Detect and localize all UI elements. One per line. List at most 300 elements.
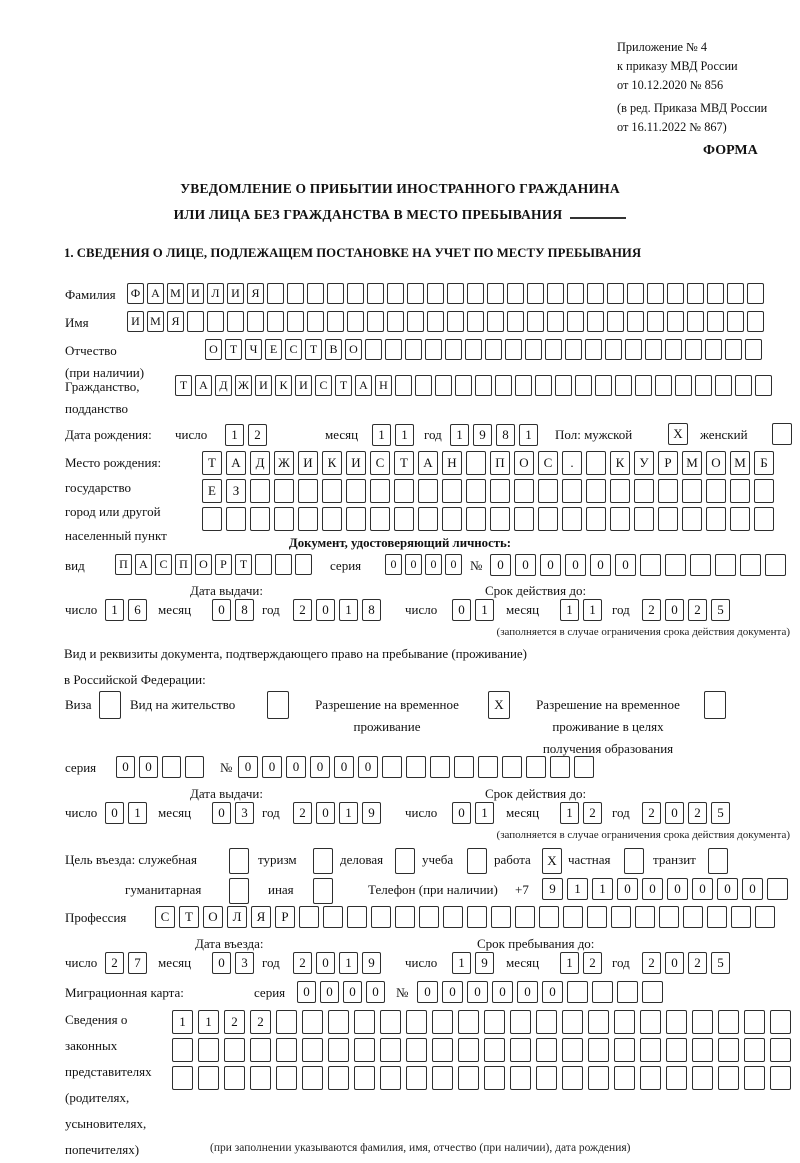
char-cell[interactable]: Н bbox=[375, 375, 392, 396]
char-cell[interactable]: Р bbox=[658, 451, 678, 475]
char-cell[interactable] bbox=[586, 451, 606, 475]
char-cell[interactable] bbox=[298, 479, 318, 503]
char-cell[interactable] bbox=[745, 339, 762, 360]
char-cell[interactable] bbox=[567, 311, 584, 332]
char-cell[interactable] bbox=[475, 375, 492, 396]
char-cell[interactable] bbox=[645, 339, 662, 360]
char-cell[interactable]: 3 bbox=[235, 802, 254, 824]
char-cell[interactable] bbox=[627, 311, 644, 332]
char-cell[interactable] bbox=[295, 554, 312, 575]
char-cell[interactable]: 1 bbox=[128, 802, 147, 824]
char-cell[interactable] bbox=[682, 507, 702, 531]
char-cell[interactable] bbox=[490, 479, 510, 503]
char-cell[interactable] bbox=[567, 283, 584, 304]
char-cell[interactable]: 1 bbox=[519, 424, 538, 446]
char-cell[interactable] bbox=[207, 311, 224, 332]
char-cell[interactable] bbox=[625, 339, 642, 360]
char-cell[interactable] bbox=[495, 375, 512, 396]
char-cell[interactable]: 0 bbox=[417, 981, 438, 1003]
char-cell[interactable] bbox=[514, 507, 534, 531]
residence-permit-checkbox[interactable] bbox=[267, 691, 289, 719]
char-cell[interactable] bbox=[659, 906, 679, 928]
char-cell[interactable]: Т bbox=[394, 451, 414, 475]
char-cell[interactable] bbox=[635, 375, 652, 396]
char-cell[interactable] bbox=[587, 311, 604, 332]
char-cell[interactable] bbox=[545, 339, 562, 360]
char-cell[interactable]: 0 bbox=[615, 554, 636, 576]
char-cell[interactable] bbox=[327, 283, 344, 304]
char-cell[interactable] bbox=[507, 311, 524, 332]
char-cell[interactable] bbox=[692, 1010, 713, 1034]
char-cell[interactable] bbox=[536, 1038, 557, 1062]
char-cell[interactable] bbox=[407, 311, 424, 332]
char-cell[interactable] bbox=[454, 756, 474, 778]
char-cell[interactable] bbox=[731, 906, 751, 928]
char-cell[interactable] bbox=[302, 1066, 323, 1090]
char-cell[interactable]: Ж bbox=[274, 451, 294, 475]
char-cell[interactable]: С bbox=[370, 451, 390, 475]
char-cell[interactable] bbox=[755, 906, 775, 928]
char-cell[interactable]: 0 bbox=[316, 599, 335, 621]
char-cell[interactable] bbox=[666, 1010, 687, 1034]
char-cell[interactable] bbox=[754, 507, 774, 531]
char-cell[interactable] bbox=[447, 283, 464, 304]
char-cell[interactable]: 0 bbox=[565, 554, 586, 576]
char-cell[interactable] bbox=[187, 311, 204, 332]
char-cell[interactable] bbox=[370, 507, 390, 531]
char-cell[interactable] bbox=[415, 375, 432, 396]
char-cell[interactable]: 5 bbox=[711, 599, 730, 621]
char-cell[interactable]: Я bbox=[247, 283, 264, 304]
char-cell[interactable]: 2 bbox=[250, 1010, 271, 1034]
char-cell[interactable] bbox=[715, 375, 732, 396]
char-cell[interactable] bbox=[744, 1038, 765, 1062]
char-cell[interactable]: У bbox=[634, 451, 654, 475]
char-cell[interactable] bbox=[458, 1066, 479, 1090]
char-cell[interactable] bbox=[586, 507, 606, 531]
char-cell[interactable] bbox=[550, 756, 570, 778]
char-cell[interactable]: М bbox=[730, 451, 750, 475]
char-cell[interactable]: 0 bbox=[316, 802, 335, 824]
char-cell[interactable] bbox=[267, 283, 284, 304]
char-cell[interactable] bbox=[767, 878, 788, 900]
char-cell[interactable] bbox=[287, 311, 304, 332]
char-cell[interactable] bbox=[202, 507, 222, 531]
char-cell[interactable] bbox=[614, 1066, 635, 1090]
char-cell[interactable]: И bbox=[255, 375, 272, 396]
char-cell[interactable] bbox=[328, 1066, 349, 1090]
char-cell[interactable]: 3 bbox=[235, 952, 254, 974]
char-cell[interactable] bbox=[692, 1066, 713, 1090]
char-cell[interactable]: 1 bbox=[339, 802, 358, 824]
char-cell[interactable]: 2 bbox=[105, 952, 124, 974]
char-cell[interactable] bbox=[443, 906, 463, 928]
char-cell[interactable] bbox=[588, 1010, 609, 1034]
char-cell[interactable]: 1 bbox=[339, 952, 358, 974]
char-cell[interactable]: А bbox=[135, 554, 152, 575]
char-cell[interactable] bbox=[302, 1038, 323, 1062]
char-cell[interactable] bbox=[484, 1066, 505, 1090]
char-cell[interactable]: 1 bbox=[592, 878, 613, 900]
purpose-business-checkbox[interactable] bbox=[395, 848, 415, 874]
char-cell[interactable]: С bbox=[155, 554, 172, 575]
char-cell[interactable] bbox=[588, 1066, 609, 1090]
char-cell[interactable]: 0 bbox=[286, 756, 306, 778]
char-cell[interactable] bbox=[367, 283, 384, 304]
char-cell[interactable] bbox=[322, 507, 342, 531]
char-cell[interactable] bbox=[562, 1038, 583, 1062]
char-cell[interactable] bbox=[484, 1038, 505, 1062]
char-cell[interactable] bbox=[536, 1066, 557, 1090]
char-cell[interactable]: 2 bbox=[688, 599, 707, 621]
char-cell[interactable]: 1 bbox=[560, 802, 579, 824]
char-cell[interactable] bbox=[707, 311, 724, 332]
char-cell[interactable]: Л bbox=[227, 906, 247, 928]
char-cell[interactable] bbox=[274, 507, 294, 531]
char-cell[interactable]: И bbox=[298, 451, 318, 475]
char-cell[interactable] bbox=[666, 1066, 687, 1090]
char-cell[interactable] bbox=[328, 1010, 349, 1034]
char-cell[interactable] bbox=[405, 339, 422, 360]
char-cell[interactable]: П bbox=[175, 554, 192, 575]
char-cell[interactable] bbox=[574, 756, 594, 778]
char-cell[interactable] bbox=[707, 906, 727, 928]
char-cell[interactable] bbox=[640, 1038, 661, 1062]
char-cell[interactable] bbox=[744, 1010, 765, 1034]
char-cell[interactable]: 1 bbox=[450, 424, 469, 446]
char-cell[interactable] bbox=[347, 311, 364, 332]
char-cell[interactable] bbox=[380, 1010, 401, 1034]
char-cell[interactable]: 0 bbox=[717, 878, 738, 900]
char-cell[interactable] bbox=[718, 1038, 739, 1062]
char-cell[interactable]: 8 bbox=[362, 599, 381, 621]
char-cell[interactable] bbox=[307, 283, 324, 304]
char-cell[interactable]: 1 bbox=[172, 1010, 193, 1034]
char-cell[interactable] bbox=[562, 507, 582, 531]
char-cell[interactable]: 2 bbox=[642, 599, 661, 621]
char-cell[interactable]: А bbox=[355, 375, 372, 396]
char-cell[interactable] bbox=[747, 283, 764, 304]
char-cell[interactable] bbox=[615, 375, 632, 396]
char-cell[interactable]: 0 bbox=[452, 599, 471, 621]
char-cell[interactable] bbox=[666, 1038, 687, 1062]
char-cell[interactable]: О bbox=[205, 339, 222, 360]
char-cell[interactable]: Т bbox=[235, 554, 252, 575]
char-cell[interactable] bbox=[287, 283, 304, 304]
sex-female-checkbox[interactable] bbox=[772, 423, 792, 445]
char-cell[interactable] bbox=[347, 906, 367, 928]
visa-checkbox[interactable] bbox=[99, 691, 121, 719]
char-cell[interactable] bbox=[455, 375, 472, 396]
char-cell[interactable]: 2 bbox=[583, 952, 602, 974]
char-cell[interactable] bbox=[667, 283, 684, 304]
char-cell[interactable]: 1 bbox=[339, 599, 358, 621]
char-cell[interactable]: О bbox=[514, 451, 534, 475]
char-cell[interactable] bbox=[706, 479, 726, 503]
char-cell[interactable]: Е bbox=[202, 479, 222, 503]
char-cell[interactable]: С bbox=[315, 375, 332, 396]
char-cell[interactable]: 0 bbox=[665, 599, 684, 621]
char-cell[interactable] bbox=[328, 1038, 349, 1062]
char-cell[interactable] bbox=[162, 756, 181, 778]
char-cell[interactable]: П bbox=[115, 554, 132, 575]
char-cell[interactable]: 2 bbox=[248, 424, 267, 446]
char-cell[interactable] bbox=[634, 507, 654, 531]
char-cell[interactable]: 0 bbox=[343, 981, 362, 1003]
char-cell[interactable] bbox=[467, 311, 484, 332]
char-cell[interactable] bbox=[595, 375, 612, 396]
char-cell[interactable]: . bbox=[562, 451, 582, 475]
sex-male-checkbox[interactable]: X bbox=[668, 423, 688, 445]
char-cell[interactable] bbox=[642, 981, 663, 1003]
char-cell[interactable] bbox=[407, 283, 424, 304]
char-cell[interactable] bbox=[250, 1038, 271, 1062]
char-cell[interactable] bbox=[754, 479, 774, 503]
char-cell[interactable] bbox=[587, 283, 604, 304]
char-cell[interactable]: 0 bbox=[320, 981, 339, 1003]
char-cell[interactable]: 9 bbox=[362, 952, 381, 974]
char-cell[interactable] bbox=[367, 311, 384, 332]
char-cell[interactable]: Т bbox=[225, 339, 242, 360]
char-cell[interactable]: З bbox=[226, 479, 246, 503]
char-cell[interactable]: С bbox=[155, 906, 175, 928]
char-cell[interactable] bbox=[718, 1010, 739, 1034]
char-cell[interactable] bbox=[607, 311, 624, 332]
char-cell[interactable] bbox=[432, 1038, 453, 1062]
char-cell[interactable] bbox=[706, 507, 726, 531]
char-cell[interactable]: 0 bbox=[425, 554, 442, 575]
char-cell[interactable]: 0 bbox=[442, 981, 463, 1003]
purpose-transit-checkbox[interactable] bbox=[708, 848, 728, 874]
char-cell[interactable] bbox=[255, 554, 272, 575]
char-cell[interactable] bbox=[687, 311, 704, 332]
char-cell[interactable]: 5 bbox=[711, 952, 730, 974]
char-cell[interactable] bbox=[640, 554, 661, 576]
char-cell[interactable] bbox=[224, 1066, 245, 1090]
char-cell[interactable] bbox=[562, 479, 582, 503]
char-cell[interactable]: 0 bbox=[542, 981, 563, 1003]
char-cell[interactable]: 2 bbox=[293, 802, 312, 824]
temp-residence-checkbox[interactable]: X bbox=[488, 691, 510, 719]
char-cell[interactable] bbox=[770, 1010, 791, 1034]
char-cell[interactable] bbox=[555, 375, 572, 396]
char-cell[interactable] bbox=[665, 339, 682, 360]
char-cell[interactable]: 1 bbox=[452, 952, 471, 974]
char-cell[interactable]: 0 bbox=[358, 756, 378, 778]
char-cell[interactable]: Е bbox=[265, 339, 282, 360]
char-cell[interactable]: 0 bbox=[492, 981, 513, 1003]
char-cell[interactable]: К bbox=[322, 451, 342, 475]
char-cell[interactable]: 0 bbox=[405, 554, 422, 575]
char-cell[interactable] bbox=[586, 479, 606, 503]
char-cell[interactable] bbox=[614, 1010, 635, 1034]
char-cell[interactable] bbox=[327, 311, 344, 332]
char-cell[interactable] bbox=[250, 479, 270, 503]
char-cell[interactable] bbox=[250, 507, 270, 531]
purpose-study-checkbox[interactable] bbox=[467, 848, 487, 874]
char-cell[interactable] bbox=[347, 283, 364, 304]
char-cell[interactable] bbox=[515, 906, 535, 928]
char-cell[interactable] bbox=[276, 1038, 297, 1062]
char-cell[interactable]: 0 bbox=[212, 802, 231, 824]
char-cell[interactable] bbox=[510, 1038, 531, 1062]
char-cell[interactable] bbox=[687, 283, 704, 304]
char-cell[interactable] bbox=[354, 1038, 375, 1062]
char-cell[interactable]: 1 bbox=[105, 599, 124, 621]
char-cell[interactable] bbox=[382, 756, 402, 778]
char-cell[interactable]: Ч bbox=[245, 339, 262, 360]
char-cell[interactable]: 9 bbox=[542, 878, 563, 900]
char-cell[interactable] bbox=[395, 906, 415, 928]
char-cell[interactable] bbox=[527, 311, 544, 332]
char-cell[interactable]: М bbox=[167, 283, 184, 304]
char-cell[interactable] bbox=[692, 1038, 713, 1062]
char-cell[interactable] bbox=[565, 339, 582, 360]
char-cell[interactable]: 0 bbox=[467, 981, 488, 1003]
char-cell[interactable]: 8 bbox=[496, 424, 515, 446]
char-cell[interactable]: 1 bbox=[475, 802, 494, 824]
char-cell[interactable]: О bbox=[203, 906, 223, 928]
char-cell[interactable]: 0 bbox=[139, 756, 158, 778]
char-cell[interactable] bbox=[505, 339, 522, 360]
char-cell[interactable] bbox=[526, 756, 546, 778]
char-cell[interactable]: 1 bbox=[560, 599, 579, 621]
char-cell[interactable] bbox=[538, 507, 558, 531]
char-cell[interactable] bbox=[395, 375, 412, 396]
char-cell[interactable] bbox=[406, 1038, 427, 1062]
char-cell[interactable]: 2 bbox=[688, 802, 707, 824]
char-cell[interactable] bbox=[695, 375, 712, 396]
char-cell[interactable] bbox=[307, 311, 324, 332]
char-cell[interactable] bbox=[514, 479, 534, 503]
char-cell[interactable] bbox=[465, 339, 482, 360]
char-cell[interactable]: Д bbox=[250, 451, 270, 475]
char-cell[interactable]: Т bbox=[175, 375, 192, 396]
char-cell[interactable] bbox=[735, 375, 752, 396]
char-cell[interactable]: 0 bbox=[212, 952, 231, 974]
char-cell[interactable]: А bbox=[418, 451, 438, 475]
purpose-private-checkbox[interactable] bbox=[624, 848, 644, 874]
char-cell[interactable] bbox=[276, 1010, 297, 1034]
char-cell[interactable]: 0 bbox=[262, 756, 282, 778]
char-cell[interactable]: 0 bbox=[238, 756, 258, 778]
char-cell[interactable]: 2 bbox=[688, 952, 707, 974]
char-cell[interactable] bbox=[467, 283, 484, 304]
char-cell[interactable] bbox=[430, 756, 450, 778]
char-cell[interactable] bbox=[627, 283, 644, 304]
char-cell[interactable]: И bbox=[346, 451, 366, 475]
char-cell[interactable] bbox=[610, 479, 630, 503]
char-cell[interactable] bbox=[683, 906, 703, 928]
char-cell[interactable]: И bbox=[295, 375, 312, 396]
char-cell[interactable]: 1 bbox=[395, 424, 414, 446]
char-cell[interactable] bbox=[525, 339, 542, 360]
char-cell[interactable] bbox=[510, 1010, 531, 1034]
char-cell[interactable] bbox=[490, 507, 510, 531]
char-cell[interactable]: 2 bbox=[293, 599, 312, 621]
char-cell[interactable] bbox=[705, 339, 722, 360]
char-cell[interactable]: Т bbox=[305, 339, 322, 360]
char-cell[interactable] bbox=[224, 1038, 245, 1062]
char-cell[interactable] bbox=[185, 756, 204, 778]
char-cell[interactable] bbox=[682, 479, 702, 503]
char-cell[interactable] bbox=[535, 375, 552, 396]
char-cell[interactable] bbox=[611, 906, 631, 928]
char-cell[interactable]: 2 bbox=[224, 1010, 245, 1034]
char-cell[interactable] bbox=[605, 339, 622, 360]
char-cell[interactable]: 0 bbox=[334, 756, 354, 778]
char-cell[interactable]: 7 bbox=[128, 952, 147, 974]
char-cell[interactable]: О bbox=[345, 339, 362, 360]
char-cell[interactable] bbox=[730, 507, 750, 531]
purpose-humanitarian-checkbox[interactable] bbox=[229, 878, 249, 904]
char-cell[interactable] bbox=[299, 906, 319, 928]
char-cell[interactable]: О bbox=[195, 554, 212, 575]
char-cell[interactable]: М bbox=[682, 451, 702, 475]
char-cell[interactable] bbox=[466, 479, 486, 503]
char-cell[interactable] bbox=[715, 554, 736, 576]
char-cell[interactable] bbox=[419, 906, 439, 928]
char-cell[interactable] bbox=[226, 507, 246, 531]
char-cell[interactable]: 0 bbox=[617, 878, 638, 900]
char-cell[interactable] bbox=[274, 479, 294, 503]
char-cell[interactable]: 1 bbox=[475, 599, 494, 621]
char-cell[interactable]: 9 bbox=[362, 802, 381, 824]
char-cell[interactable]: 1 bbox=[372, 424, 391, 446]
char-cell[interactable]: 2 bbox=[642, 952, 661, 974]
char-cell[interactable] bbox=[515, 375, 532, 396]
char-cell[interactable] bbox=[447, 311, 464, 332]
char-cell[interactable] bbox=[744, 1066, 765, 1090]
char-cell[interactable] bbox=[418, 479, 438, 503]
char-cell[interactable]: 0 bbox=[310, 756, 330, 778]
char-cell[interactable] bbox=[458, 1038, 479, 1062]
char-cell[interactable] bbox=[458, 1010, 479, 1034]
char-cell[interactable] bbox=[640, 1010, 661, 1034]
char-cell[interactable] bbox=[765, 554, 786, 576]
char-cell[interactable] bbox=[547, 311, 564, 332]
char-cell[interactable] bbox=[467, 906, 487, 928]
char-cell[interactable] bbox=[380, 1066, 401, 1090]
char-cell[interactable]: 8 bbox=[235, 599, 254, 621]
char-cell[interactable]: 0 bbox=[116, 756, 135, 778]
char-cell[interactable] bbox=[354, 1066, 375, 1090]
char-cell[interactable]: И bbox=[227, 283, 244, 304]
char-cell[interactable] bbox=[365, 339, 382, 360]
char-cell[interactable]: С bbox=[285, 339, 302, 360]
char-cell[interactable] bbox=[466, 451, 486, 475]
char-cell[interactable]: Р bbox=[215, 554, 232, 575]
char-cell[interactable] bbox=[658, 479, 678, 503]
char-cell[interactable] bbox=[406, 756, 426, 778]
char-cell[interactable] bbox=[385, 339, 402, 360]
char-cell[interactable] bbox=[740, 554, 761, 576]
char-cell[interactable] bbox=[562, 1010, 583, 1034]
char-cell[interactable] bbox=[563, 906, 583, 928]
char-cell[interactable] bbox=[323, 906, 343, 928]
char-cell[interactable] bbox=[536, 1010, 557, 1034]
char-cell[interactable]: 2 bbox=[293, 952, 312, 974]
char-cell[interactable] bbox=[658, 507, 678, 531]
char-cell[interactable] bbox=[172, 1038, 193, 1062]
char-cell[interactable] bbox=[487, 311, 504, 332]
char-cell[interactable]: 0 bbox=[665, 952, 684, 974]
char-cell[interactable] bbox=[387, 311, 404, 332]
char-cell[interactable] bbox=[346, 479, 366, 503]
char-cell[interactable] bbox=[547, 283, 564, 304]
char-cell[interactable] bbox=[587, 906, 607, 928]
char-cell[interactable] bbox=[380, 1038, 401, 1062]
